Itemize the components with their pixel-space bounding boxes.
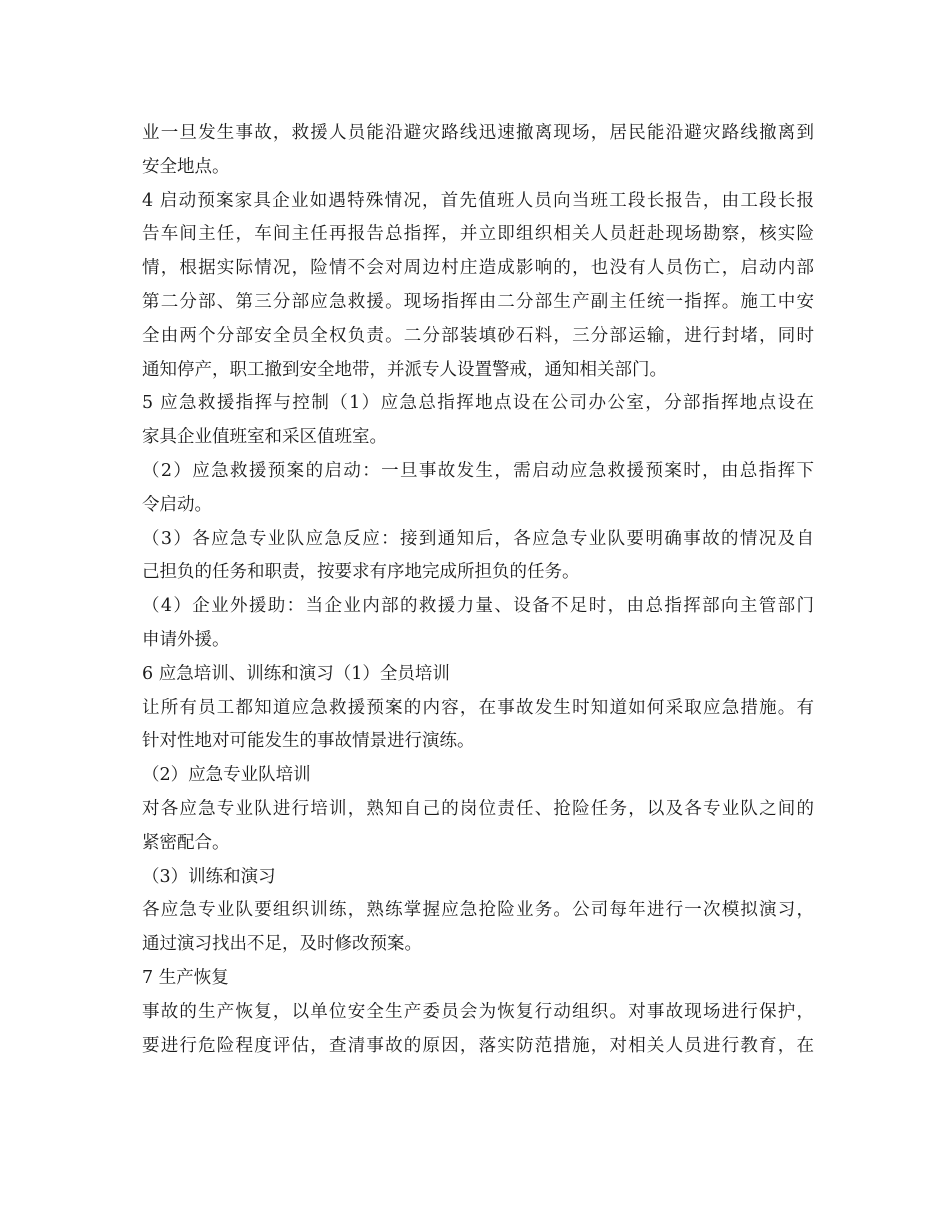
- text-line: 第二分部、第三分部应急救援。现场指挥由二分部生产副主任统一指挥。施工中安: [142, 291, 814, 312]
- text-line: 业一旦发生事故，救援人员能沿避灾路线迅速撤离现场，居民能沿避灾路线撤离到: [142, 123, 814, 143]
- text-line: 事故的生产恢复，以单位安全生产委员会为恢复行动组织。对事故现场进行保护，: [142, 1001, 814, 1022]
- text-line: 6 应急培训、训练和演习（1）全员培训: [142, 663, 450, 684]
- text-line: 家具企业值班室和采区值班室。: [142, 427, 387, 448]
- text-line: 要进行危险程度评估，查清事故的原因，落实防范措施，对相关人员进行教育，在: [142, 1035, 814, 1056]
- text-line: 通知停产，职工撤到安全地带，并派专人设置警戒，通知相关部门。: [142, 359, 667, 380]
- text-line: 针对性地对可能发生的事故情景进行演练。: [142, 731, 475, 752]
- text-line: 全由两个分部安全员全权负责。二分部装填砂石料，三分部运输，进行封堵，同时: [142, 325, 814, 346]
- text-line: 4 启动预案家具企业如遇特殊情况，首先值班人员向当班工段长报告，由工段长报: [142, 190, 814, 211]
- text-line: （3）训练和演习: [142, 866, 276, 887]
- text-line: 对各应急专业队进行培训，熟知自己的岗位责任、抢险任务，以及各专业队之间的: [142, 798, 814, 819]
- text-line: （2）应急救援预案的启动：一旦事故发生，需启动应急救援预案时，由总指挥下: [142, 460, 814, 481]
- text-line: 紧密配合。: [142, 832, 230, 853]
- text-line: （4）企业外援助：当企业内部的救援力量、设备不足时，由总指挥部向主管部门: [142, 596, 814, 617]
- document-body: [142, 117, 814, 1063]
- text-line: 5 应急救援指挥与控制（1）应急总指挥地点设在公司办公室，分部指挥地点设在: [142, 393, 814, 414]
- text-line: 令启动。: [142, 494, 212, 515]
- text-line: 申请外援。: [142, 629, 230, 650]
- text-line: （2）应急专业队培训: [142, 765, 311, 786]
- text-line: （3）各应急专业队应急反应：接到通知后，各应急专业队要明确事故的情况及自: [142, 528, 814, 549]
- text-line: 让所有员工都知道应急救援预案的内容，在事故发生时知道如何采取应急措施。有: [142, 697, 814, 718]
- text-line: 安全地点。: [142, 156, 230, 177]
- text-line: 情，根据实际情况，险情不会对周边村庄造成影响的，也没有人员伤亡，启动内部: [142, 258, 814, 279]
- text-line: 7 生产恢复: [142, 967, 229, 988]
- text-line: 己担负的任务和职责，按要求有序地完成所担负的任务。: [142, 562, 580, 583]
- text-line: 告车间主任，车间主任再报告总指挥，并立即组织相关人员赶赴现场勘察，核实险: [142, 224, 814, 245]
- text-line: 各应急专业队要组织训练，熟练掌握应急抢险业务。公司每年进行一次模拟演习，: [142, 900, 814, 921]
- text-line: 通过演习找出不足，及时修改预案。: [142, 934, 422, 955]
